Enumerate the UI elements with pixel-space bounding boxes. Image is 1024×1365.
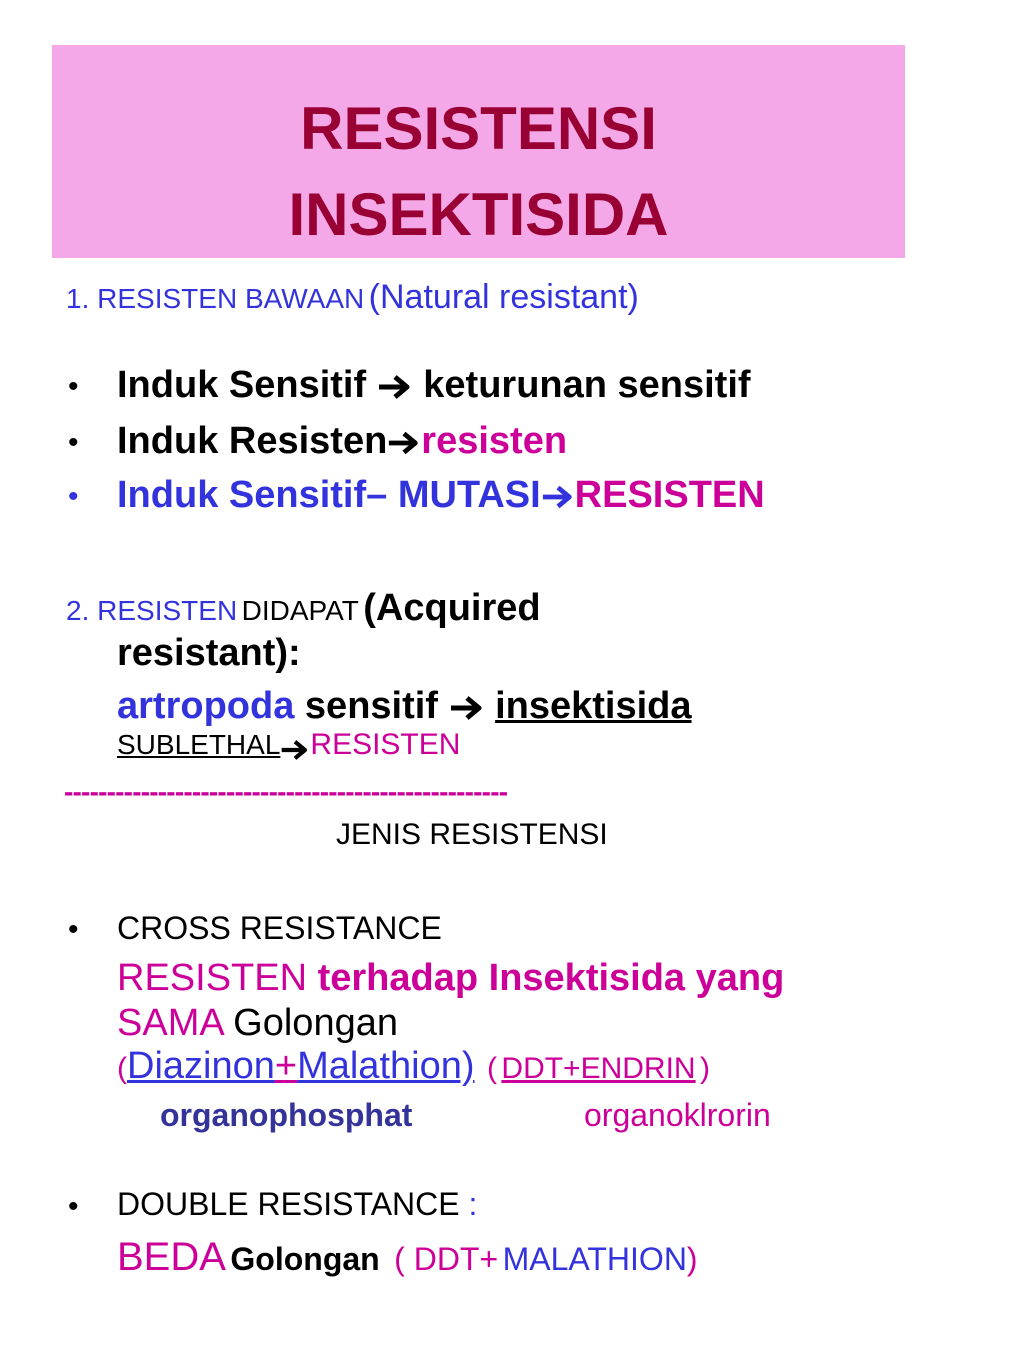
plus-text: + [274, 1045, 298, 1087]
malathion-text: Malathion) [297, 1045, 475, 1087]
sublethal-resisten: RESISTEN [310, 728, 461, 761]
bullet-marker: • [68, 426, 79, 459]
bullet-2 [117, 420, 567, 463]
cross-sama: SAMA [117, 1002, 223, 1044]
double-line-2 [117, 1235, 698, 1280]
arrow-right-icon [541, 482, 575, 512]
organophosphat-label: organophosphat [160, 1097, 413, 1133]
artropoda-line [117, 685, 692, 728]
ddt-close-paren: ) [700, 1052, 711, 1085]
cross-resistance-label: CROSS RESISTANCE [117, 910, 442, 946]
bullet-2-part-a: Induk Resisten [117, 420, 388, 462]
dashed-divider: ---------------------------------------------------- [64, 776, 508, 807]
section2-heading [66, 587, 541, 630]
ddt-endrin-text: DDT+ENDRIN [501, 1052, 696, 1085]
section2-didapat: DIDAPAT [241, 595, 359, 626]
bullet-marker: • [68, 913, 79, 946]
double-resistance-line [117, 1186, 477, 1223]
cross-terhadap: terhadap Insektisida yang [317, 957, 785, 999]
section1-heading [66, 278, 639, 317]
double-close: ) [686, 1241, 698, 1277]
section2-num: 2. RESISTEN [66, 595, 238, 626]
sublethal-line [117, 728, 460, 763]
double-resistance-label: DOUBLE RESISTANCE [117, 1186, 460, 1222]
ddt-open-paren: ( [486, 1052, 497, 1085]
organoklrorin-label: organoklrorin [584, 1097, 771, 1133]
section1-heading-prefix: 1. RESISTEN BAWAAN [66, 283, 365, 314]
title-line-2: INSEKTISIDA [288, 181, 669, 248]
insektisida-text: insektisida [495, 685, 692, 727]
bullet-marker: • [68, 1190, 79, 1223]
cross-line-2 [117, 1002, 398, 1045]
arrow-right-icon [387, 428, 421, 458]
bullet-3-part-a: Induk Sensitif– MUTASI [117, 474, 541, 516]
bullet-marker: • [68, 370, 79, 403]
beda-text: BEDA [117, 1235, 226, 1279]
sensitif-text: sensitif [304, 685, 438, 727]
cross-golongan: Golongan [233, 1002, 398, 1044]
cross-open-paren: ( [117, 1052, 127, 1085]
cross-line-1 [117, 957, 784, 1000]
bullet-1-part-a: Induk Sensitif [117, 364, 367, 406]
bullet-2-part-b: resisten [421, 420, 568, 462]
diazinon-text: Diazinon [127, 1045, 275, 1087]
arrow-right-icon [377, 372, 413, 402]
bullet-1-part-b: keturunan sensitif [423, 364, 751, 406]
section2-paren-line1: (Acquired [363, 587, 541, 629]
bullet-3 [117, 474, 765, 517]
bullet-1 [117, 364, 751, 407]
double-golongan: Golongan [230, 1241, 380, 1277]
double-malathion: MALATHION [502, 1241, 687, 1277]
arrow-right-icon [449, 693, 485, 723]
title-line-1: RESISTENSI [300, 95, 657, 162]
double-colon: : [468, 1186, 478, 1222]
cross-line-3 [117, 1045, 710, 1088]
bullet-marker: • [68, 480, 79, 513]
jenis-heading: JENIS RESISTENSI [336, 818, 608, 851]
artropoda-text: artropoda [117, 685, 295, 727]
arrow-right-icon [280, 737, 310, 763]
section1-heading-paren: (Natural resistant) [368, 278, 639, 316]
double-open: ( DDT+ [394, 1241, 499, 1277]
section2-paren-line2: resistant): [117, 632, 301, 674]
sublethal-text: SUBLETHAL [117, 729, 281, 760]
cross-resisten: RESISTEN [117, 957, 308, 999]
title-box [52, 45, 905, 258]
bullet-3-part-b: RESISTEN [574, 474, 765, 516]
